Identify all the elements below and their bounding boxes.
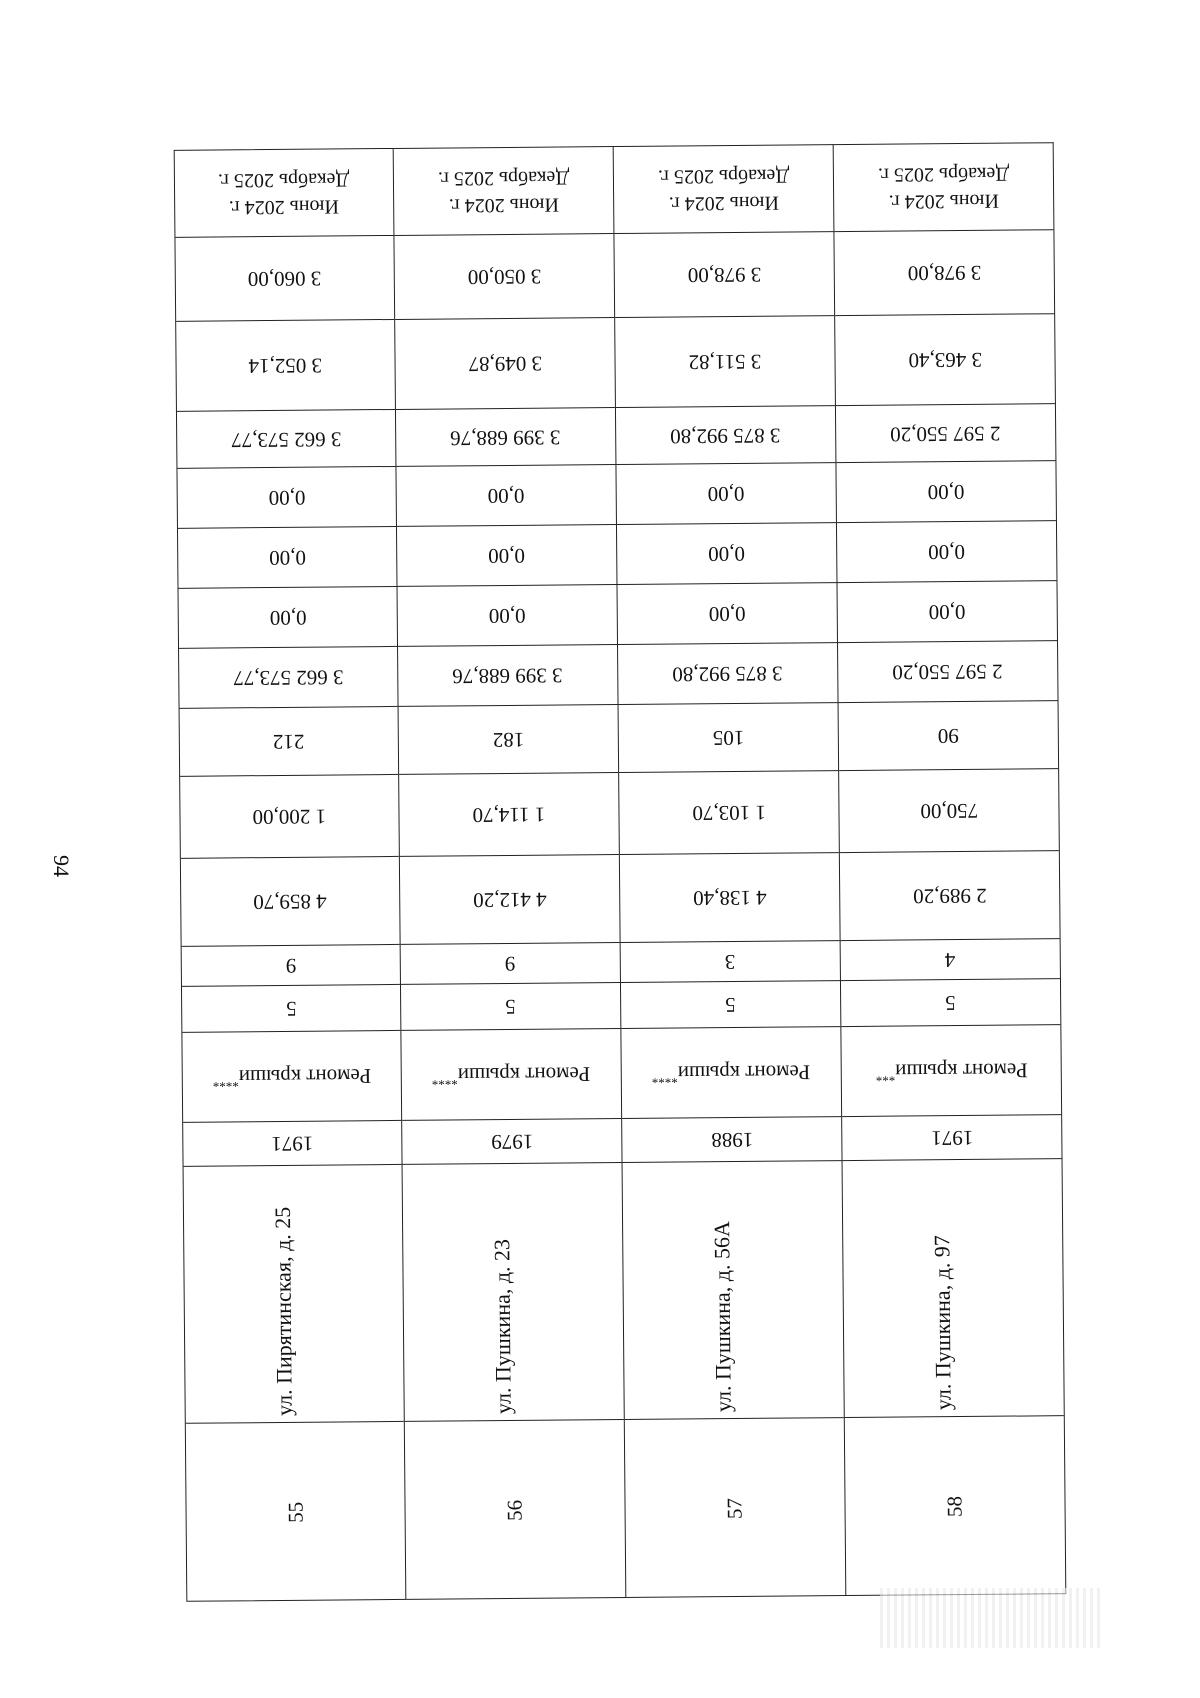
period-start: Июнь 2024 г. bbox=[448, 193, 559, 217]
work-label: Ремонт крыши bbox=[457, 1061, 591, 1087]
address-cell bbox=[623, 1161, 844, 1420]
residents-value: 90 bbox=[937, 724, 959, 749]
cost-total-cell bbox=[398, 645, 618, 707]
v1-cell bbox=[177, 467, 396, 529]
year-cell bbox=[622, 1117, 841, 1163]
v3-cell bbox=[179, 587, 398, 649]
no-value: 57 bbox=[722, 1497, 747, 1520]
no-cell bbox=[845, 1416, 1066, 1597]
residents-value: 105 bbox=[712, 725, 745, 751]
residents-cell bbox=[180, 707, 399, 777]
address-cell bbox=[184, 1165, 404, 1424]
address-text: ул. Пушкина, д. 23 bbox=[489, 1238, 516, 1415]
period-text bbox=[878, 160, 1010, 215]
page-number: 94 bbox=[49, 855, 74, 877]
no-value: 58 bbox=[942, 1496, 967, 1518]
year-value: 1988 bbox=[710, 1127, 753, 1153]
work-cell bbox=[841, 1025, 1061, 1117]
unit-cost-value: 3 511,82 bbox=[688, 349, 762, 375]
unit-limit-cell bbox=[394, 234, 614, 320]
entrances-value: 9 bbox=[504, 951, 516, 977]
no-value: 55 bbox=[282, 1501, 308, 1523]
period-end: Декабрь 2025 г. bbox=[877, 162, 1010, 186]
unit-limit-value: 3 978,00 bbox=[907, 260, 982, 286]
footnote-mark: **** bbox=[212, 1074, 239, 1091]
period-cell bbox=[394, 147, 614, 236]
entrances-cell bbox=[841, 939, 1060, 981]
v2-value: 0,00 bbox=[928, 539, 966, 565]
period-start: Июнь 2024 г. bbox=[229, 195, 340, 219]
no-cell bbox=[405, 1420, 626, 1601]
work-cell bbox=[621, 1027, 841, 1119]
v2-cell bbox=[178, 527, 397, 589]
period-start: Июнь 2024 г. bbox=[888, 189, 999, 213]
area2-value: 1 114,70 bbox=[472, 802, 546, 828]
cost-total-cell bbox=[179, 647, 398, 709]
area2-value: 750,00 bbox=[920, 798, 978, 824]
year-value: 1971 bbox=[930, 1125, 973, 1151]
no-cell bbox=[625, 1418, 846, 1599]
year-value: 1979 bbox=[490, 1129, 533, 1155]
unit-cost-cell bbox=[176, 320, 395, 412]
area-cell bbox=[400, 855, 620, 945]
floors-value: 5 bbox=[285, 996, 297, 1021]
table-column-56 bbox=[394, 146, 627, 1600]
unit-cost-value: 3 052,14 bbox=[248, 353, 323, 379]
year-cell bbox=[402, 1119, 621, 1165]
v3-cell bbox=[837, 581, 1057, 643]
address-text: ул. Пирятинская, д. 25 bbox=[269, 1206, 297, 1417]
work-type-text bbox=[432, 1061, 591, 1088]
v2-cell bbox=[397, 525, 617, 587]
unit-cost-value: 3 463,40 bbox=[908, 347, 982, 373]
no-value: 56 bbox=[502, 1499, 527, 1522]
table-column-55 bbox=[174, 148, 407, 1602]
year-cell bbox=[842, 1115, 1061, 1161]
cost-total-value: 3 662 573,77 bbox=[233, 665, 344, 691]
work-type-text bbox=[875, 1057, 1027, 1084]
v2-value: 0,00 bbox=[488, 543, 526, 569]
year-cell bbox=[183, 1121, 401, 1167]
area-cell bbox=[181, 857, 400, 947]
work-cell bbox=[401, 1029, 621, 1121]
v3-value: 0,00 bbox=[708, 601, 746, 627]
area-value: 4 859,70 bbox=[253, 889, 328, 915]
floors-value: 5 bbox=[505, 994, 517, 1020]
period-text bbox=[658, 161, 790, 216]
v1-cell bbox=[396, 465, 616, 527]
entrances-cell bbox=[401, 943, 620, 985]
v3-cell bbox=[398, 585, 618, 647]
cost-owners-value: 3 662 573,77 bbox=[230, 426, 342, 452]
v1-cell bbox=[616, 463, 836, 525]
area2-cell bbox=[619, 771, 839, 855]
cost-owners-cell bbox=[616, 406, 835, 465]
period-cell bbox=[614, 145, 834, 234]
unit-cost-cell bbox=[615, 316, 835, 408]
cost-owners-value: 3 399 688,76 bbox=[450, 425, 561, 450]
v3-value: 0,00 bbox=[488, 603, 526, 629]
floors-cell bbox=[621, 981, 840, 1029]
area-value: 2 989,20 bbox=[912, 883, 987, 909]
work-cell bbox=[182, 1031, 401, 1123]
unit-limit-cell bbox=[175, 236, 394, 322]
cost-total-value: 3 399 688,76 bbox=[452, 663, 564, 689]
period-cell bbox=[834, 143, 1054, 232]
cost-owners-cell bbox=[396, 408, 615, 467]
v2-value: 0,00 bbox=[708, 541, 746, 567]
cost-total-value: 3 875 992,80 bbox=[672, 661, 784, 687]
entrances-value: 9 bbox=[285, 953, 297, 978]
residents-value: 212 bbox=[272, 729, 305, 755]
floors-cell bbox=[841, 979, 1060, 1027]
address-cell bbox=[843, 1159, 1064, 1418]
unit-limit-value: 3 978,00 bbox=[687, 262, 762, 288]
cost-owners-value: 2 597 550,20 bbox=[890, 421, 1001, 447]
unit-cost-cell bbox=[395, 318, 615, 410]
residents-cell bbox=[619, 703, 839, 773]
floors-cell bbox=[182, 985, 400, 1033]
address-text: ул. Пушкина, д. 56А bbox=[709, 1221, 736, 1413]
unit-limit-cell bbox=[834, 230, 1054, 316]
cost-total-value: 2 597 550,20 bbox=[892, 659, 1003, 685]
area2-value: 1 103,70 bbox=[692, 800, 766, 826]
residents-cell bbox=[399, 705, 619, 775]
v1-value: 0,00 bbox=[927, 479, 965, 505]
floors-cell bbox=[401, 983, 620, 1031]
v2-value: 0,00 bbox=[268, 545, 306, 571]
area2-value: 1 200,00 bbox=[252, 804, 327, 830]
footnote-mark: *** bbox=[875, 1069, 895, 1085]
v3-cell bbox=[617, 583, 837, 645]
v3-value: 0,00 bbox=[269, 605, 307, 631]
v1-cell bbox=[836, 461, 1056, 523]
period-text bbox=[218, 165, 350, 220]
footnote-mark: **** bbox=[652, 1071, 679, 1087]
v1-value: 0,00 bbox=[487, 483, 525, 509]
period-end: Декабрь 2025 г. bbox=[437, 166, 570, 190]
table-column-57 bbox=[614, 144, 847, 1598]
cost-owners-value: 3 875 992,80 bbox=[670, 423, 781, 449]
no-cell bbox=[186, 1422, 406, 1603]
period-start: Июнь 2024 г. bbox=[668, 191, 779, 215]
work-label: Ремонт крыши bbox=[238, 1063, 372, 1089]
work-type-text bbox=[212, 1063, 371, 1090]
entrances-cell bbox=[182, 945, 400, 987]
v3-value: 0,00 bbox=[928, 599, 966, 625]
v2-cell bbox=[617, 523, 837, 585]
entrances-value: 4 bbox=[944, 948, 956, 973]
floors-value: 5 bbox=[945, 991, 957, 1016]
year-value: 1971 bbox=[271, 1131, 314, 1157]
unit-cost-cell bbox=[835, 314, 1055, 406]
work-type-text bbox=[652, 1059, 811, 1086]
residents-cell bbox=[839, 701, 1059, 771]
period-text bbox=[438, 163, 570, 218]
cost-total-cell bbox=[618, 643, 838, 705]
area2-cell bbox=[399, 773, 619, 857]
address-text: ул. Пушкина, д. 97 bbox=[929, 1235, 956, 1411]
period-end: Декабрь 2025 г. bbox=[657, 164, 790, 188]
unit-limit-value: 3 050,00 bbox=[467, 264, 542, 290]
area-cell bbox=[840, 851, 1060, 941]
residents-value: 182 bbox=[492, 727, 525, 753]
unit-limit-value: 3 060,00 bbox=[247, 266, 322, 292]
unit-limit-cell bbox=[614, 232, 834, 318]
work-label: Ремонт крыши bbox=[894, 1057, 1028, 1084]
faint-stamp bbox=[880, 1588, 1100, 1648]
work-label: Ремонт крыши bbox=[677, 1059, 811, 1086]
cost-owners-cell bbox=[177, 410, 395, 469]
v2-cell bbox=[837, 521, 1057, 583]
entrances-value: 3 bbox=[724, 949, 736, 975]
area2-cell bbox=[839, 769, 1059, 853]
floors-value: 5 bbox=[725, 992, 737, 1018]
address-cell bbox=[403, 1163, 624, 1422]
cost-total-cell bbox=[838, 641, 1058, 703]
rotated-table bbox=[174, 142, 1067, 1602]
area-value: 4 138,40 bbox=[692, 885, 767, 911]
v1-value: 0,00 bbox=[707, 481, 745, 507]
entrances-cell bbox=[621, 941, 840, 983]
period-cell bbox=[175, 149, 394, 238]
area-value: 4 412,20 bbox=[472, 887, 547, 913]
period-end: Декабрь 2025 г. bbox=[218, 168, 350, 192]
area2-cell bbox=[180, 775, 399, 859]
unit-cost-value: 3 049,87 bbox=[468, 351, 542, 377]
v1-value: 0,00 bbox=[268, 485, 306, 511]
footnote-mark: **** bbox=[432, 1072, 459, 1089]
cost-owners-cell bbox=[836, 404, 1055, 463]
table-column-58 bbox=[834, 142, 1067, 1596]
area-cell bbox=[620, 853, 840, 943]
